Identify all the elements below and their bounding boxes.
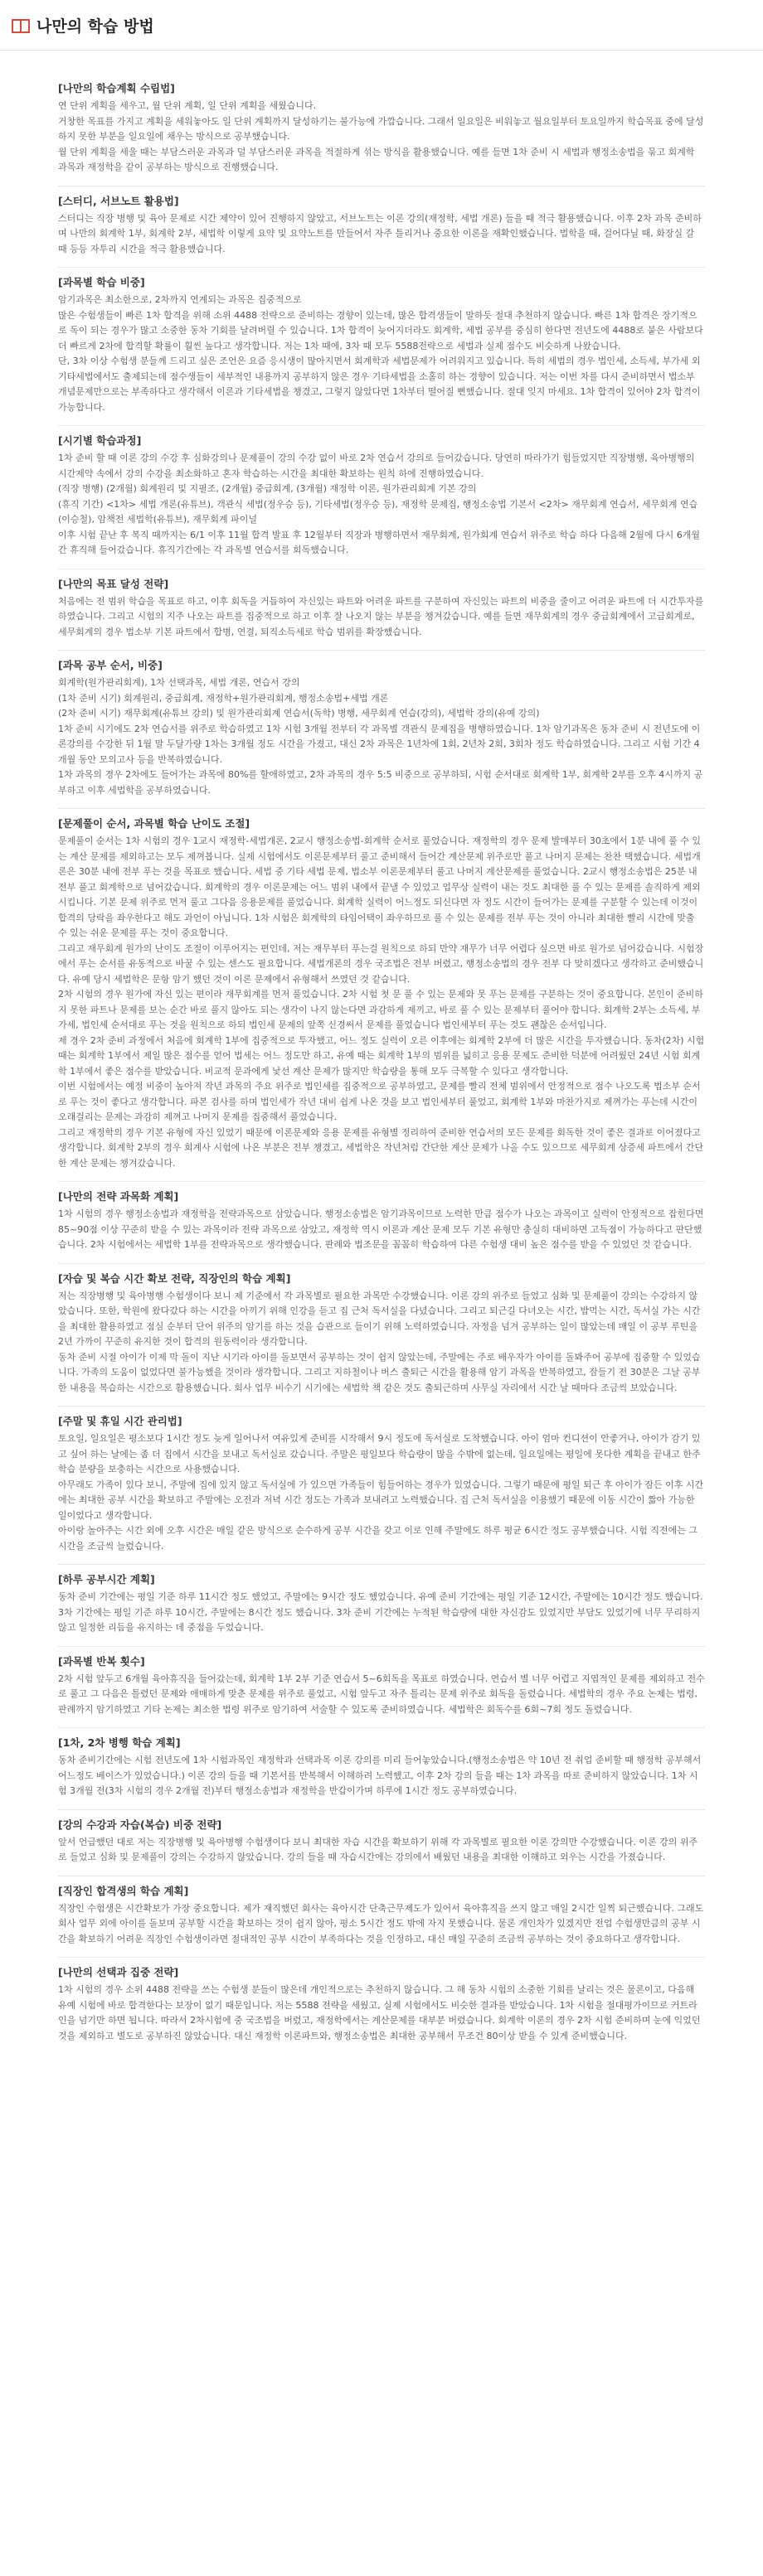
section-paragraph: 동차 준비 기간에는 평일 기준 하루 11시간 정도 했었고, 주말에는 9시간 정도 했었습니다. 유예 준비 기간에는 평일 기준 12시간, 주말에는 10시간 정도 했습니다. 3차 기간에는 평일 기준 하루 10시간, 주말에는 8시간 정도 했습니다. 3차 준비 기간에는 누적된 학습량에 대한 자신감도 있었지만 부담도 있었기에 너무 무리하지 않고 일정한 리듬을 유지하는 데 중점을 두었습니다. — [58, 1591, 703, 1633]
section-title: [주말 및 휴일 시간 관리법] — [58, 1415, 182, 1427]
section-paragraph: 단, 3차 이상 수험생 분들께 드리고 싶은 조언은 요즘 응시생이 많아지면서 회계학과 세법문제가 어려워지고 있습니다. 특히 세법의 경우 법인세, 소득세, 부가세 외 기타세법에서도 출제되는데 점수생들이 세부적인 내용까지 공부하지 않은 경우 기타세법을 소홀히 하는 경향이 있습니다. 저는 이번 차를 다시 준비하면서 법소부 개념문제만으로는 부족하다고 생각해서 이론과 기타세법을 챙겼고, 그렇지 않았다면 1차부터 떨어질 뻔했습니다. 절대 잊지 마세요. 1차 합격이 있어야 2차 합격이 가능합니다. — [58, 356, 701, 413]
section-paragraph: 동차 준비기간에는 시험 전년도에 1차 시험과목인 재정학과 선택과목 이론 강의를 미리 들어놓았습니다.(행정소송법은 약 10년 전 취업 준비할 때 행정학 공부해서 어느정도 베이스가 있었습니다.) 이론 강의 들을 때 기본서를 반복해서 이해하려 노력했고, 이후 2차 강의 들을 때는 1차 과목을 따로 준비하지 않았습니다. 1차 시험 3개월 전(3차 시험의 경우 2개월 전)부터 행정소송법과 재정학을 반갑이가며 하루에 1시간 정도 공부하였습니다. — [58, 1755, 702, 1796]
study-section — [58, 74, 705, 186]
section-title: [하루 공부시간 계획] — [58, 1573, 155, 1586]
section-paragraph: 많은 수험생들이 빠른 1차 합격을 위해 소위 4488 전략으로 준비하는 경향이 있는데, 많은 합격생들이 말하듯 절대 추천하지 않습니다. 빠른 1차 합격은 장기적으로 독이 되는 경우가 많고 소중한 동차 기회를 날려버릴 수 있습니다. 1차 합격이 늦어지더라도 회계학, 세법 공부를 중심히 한다면 전년도에 4488로 붙은 사람보다 더 빠르게 2차에 합격할 확률이 훨씬 높다고 생각합니다. 저는 1차 때에, 3차 때 모두 5588전략으로 세법과 실제 점수도 비슷하게 나왔습니다. — [58, 309, 703, 351]
section-title: [직장인 합격생의 학습 계획] — [58, 1884, 189, 1897]
section-title: [나만의 학습계획 수립법] — [58, 82, 175, 94]
study-section — [58, 426, 705, 569]
section-title: [문제풀이 순서, 과목별 학습 난이도 조절] — [58, 817, 250, 830]
study-section — [58, 268, 705, 426]
section-title: [과목별 반복 횟수] — [58, 1654, 145, 1668]
section-title: [나만의 전략 과목화 계획] — [58, 1190, 179, 1203]
section-paragraph: 1차 준비 시기에도 2차 연습서를 위주로 학습하였고 1차 시험 3개월 전부터 각 과목별 객관식 문제집을 병행하였습니다. 1차 암기과목은 동차 준비 시 전년도에 이론강의를 수강한 뒤 1월 말 두달가량 1차는 3개월 정도 시간을 가졌고, 대신 2차 과목은 1년차에 1회, 2년차 2회, 3회차 정도 학습하였습니다. 그리고 시험 기간 4개월 동안 모의고사 등을 반복하였습니다. — [58, 723, 701, 765]
section-paragraph: 문제풀이 순서는 1차 시험의 경우 1교시 재정학-세법개론, 2교시 행정소송법-회계학 순서로 풀었습니다. 재정학의 경우 문제 발매부터 30초에서 1분 내에 풀 수 있는 계산 문제를 제외하고는 모두 제껴봅니다. 실제 시험에서도 이론문제부터 풀고 준비해서 들어간 계산문제 위주로만 풀고 나머지 문제는 찬찬 택했습니다. 세법개론은 30분 내에 전부 푸는 것을 목표로 했습니다. 세법 중 기타 세법 문제, 법소부 이론문제부터 풀고 나머지 계산문제를 풀었습니다. 2교시 행정소송법은 25분 내 전부 풀고 회계학으로 넘어갔습니다. 회계학의 경우 이론문제는 어느 범위 내에서 끝낼 수 있었고 업무상 실력이 내는 것도 최대한 풀 수 있는 문제를 솔직하게 제외시킵니다. 기본 문제 위주로 먼저 풀고 그다음 응용문제를 풀었습니다. 회계학 실력이 어느정도 되신다면 자 정도 시간이 들어가는 문제를 구분할 수 있는데 이것이 합격의 당락을 좌우한다고 해도 과언이 아닙니다. 1차 시험은 회계학의 타임어택이 좌우하므로 풀 수 있는 문제를 전부 푸는 것이 아니라 최대한 빨리 시간에 맞출 수 있는 쉬운 문제를 푸는 것이 중요합니다. — [58, 835, 702, 938]
section-paragraph: 그리고 재무회계 원가의 난이도 조절이 이루어지는 편인데, 저는 재무부터 푸는걸 원칙으로 하되 만약 재무가 너무 어렵다 싶으면 바로 원가로 넘어갔습니다. 시험장에서 푸는 순서를 유동적으로 바꿀 수 있는 센스도 필요합니다. 세법개론의 경우 국조법은 전부 버렸고, 행정소송법의 경우 전부 다 맞히겠다고 생각하고 준비했습니다. 유예 당시 세법학은 문항 암기 했던 것이 이론 문제에서 유형해서 쓰였던 것 같습니다. — [58, 942, 704, 985]
page-title: 나만의 학습 방법 — [36, 17, 154, 36]
section-title: [시기별 학습과정] — [58, 434, 142, 447]
section-paragraph: 스터디는 직장 병행 및 육아 문제로 시간 제약이 있어 진행하지 않았고, 서브노트는 이론 강의(재정학, 세법 개론) 들을 때 적극 활용했습니다. 이후 2차 과목 준비하며 나만의 회계학 1부, 회계학 2부, 세법학 이렇게 요약 및 요약노트를 만들어서 자주 틀리거나 중요한 이론을 재확인했습니다. 법학을 때, 걸어다닐 때, 화장실 갈 때 등등 자투리 시간을 적극 활용했습니다. — [58, 212, 702, 254]
section-title: [나만의 목표 달성 전략] — [58, 577, 169, 590]
section-paragraph: 직장인 수험생은 시간확보가 가장 중요합니다. 제가 재직했던 회사는 육아시간 단축근무제도가 있어서 육아휴직을 쓰지 않고 매일 2시간 일찍 퇴근했습니다. 그래도 회사 업무 외에 아이를 돌보며 공부할 시간을 확보하는 것이 쉽지 않아, 평소 5시간 정도 밖에 자지 못했습니다. 물론 개인차가 있겠지만 전업 수험생만큼의 공부 시간을 확보하기 어려운 직장인 수험생이라면 절대적인 공부 시간이 부족하다는 것을 인정하고, 대신 매일 꾸준히 조금씩 공부하는 것이 중요하다고 생각합니다. — [58, 1902, 704, 1944]
section-paragraph: 연 단위 계획을 세우고, 월 단위 계획, 일 단위 계획을 세웠습니다. — [58, 100, 317, 111]
section-title: [과목 공부 순서, 비중] — [58, 659, 163, 671]
study-section — [58, 1647, 705, 1729]
section-paragraph: 2차 시험의 경우 원가에 자신 있는 편이라 재무회계를 먼저 풀었습니다. 2차 시험 첫 문 풀 수 있는 문제와 못 푸는 문제를 구분하는 것이 중요합니다. 본인이 준비하지 못한 파트나 문제를 보는 순간 바로 풀지 않아도 되는 생각이 나지 않는다면 과감하게 제끼고, 바로 풀 수 있는 문제부터 풀어야 합니다. 회계학 2부는 소득세, 부가세, 법인세 순서대로 푸는 것을 원칙으로 하되 법인세 문제의 앞쪽 신경써서 문제를 풀었습니다 법인세부터 푸는 것도 괜찮은 순서입니다. — [58, 989, 703, 1030]
section-paragraph: 이후 시험 끝난 후 복직 때까지는 6/1 이후 11월 합격 발표 후 12월부터 직장과 병행하면서 재무회계, 원가회계 연습서 위주로 학습 하다 다음해 2월에 다시 6개월 간 휴직해 들어갔습니다. 휴직기간에는 각 과목별 연습서를 회독했습니다. — [58, 529, 701, 555]
study-section — [58, 1958, 705, 2054]
section-paragraph: (직장 병행) (2개월) 회계원리 및 지필조, (2개월) 중급회계, (3개월) 재정학 이론, 원가관리회계 기본 강의 — [58, 483, 477, 494]
section-paragraph: 동차 준비 시절 아이가 이제 막 돌이 지난 시기라 아이를 돌보면서 공부하는 것이 쉽지 않았는데, 주말에는 주로 배우자가 아이를 돌봐주어 공부에 집중할 수 있었습니다. 가족의 도움이 없었다면 불가능했을 것이라 생각합니다. 그리고 지하철이나 버스 출퇴근 시간을 활용해 암기 과목을 반복하였고, 잠들기 전 30분은 그날 공부한 내용을 복습하는 시간으로 활용했습니다. 회사 업무 비수기 시기에는 세법학 책 같은 것도 출퇴근하며 사무실 자리에서 시간 날 때마다 조금씩 보았습니다. — [58, 1351, 701, 1393]
section-title: [과목별 학습 비중] — [58, 276, 145, 288]
section-title: [자습 및 복습 시간 확보 전략, 직장인의 학습 계획] — [58, 1271, 291, 1285]
section-title: [나만의 선택과 집중 전략] — [58, 1966, 179, 1978]
section-paragraph: (1차 준비 시기) 회계원리, 중급회계, 재정학+원가관리회계, 행정소송법+세법 개론 — [58, 692, 389, 704]
section-paragraph: 처음에는 전 범위 학습을 목표로 하고, 이후 회독을 거듭하여 자신있는 파트와 어려운 파트를 구분하여 자신있는 파트의 비중을 줄이고 어려운 파트에 더 시간투자를 하였습니다. 그리고 시험의 지주 나오는 파트를 집중적으로 하고 이후 잘 나오지 않는 부분을 챙겨갔습니다. 예를 들면 재무회계의 경우 중급회계에서 고급회계로, 세무회계의 경우 법소부 기본 파트에서 합병, 연결, 퇴직소득세로 학습 범위를 확장했습니다. — [58, 595, 704, 637]
section-paragraph: 1차 시험의 경우 소위 4488 전략을 쓰는 수험생 분들이 많은데 개인적으로는 추천하지 않습니다. 그 해 동차 시험의 소중한 기회를 날리는 것은 물론이고, 다음해 유예 시험에 바로 합격한다는 보장이 없기 때문입니다. 저는 5588 전략을 세웠고, 실제 시험에서도 비슷한 결과를 받았습니다. 1차 시험을 절대평가이므로 커트라인을 넘기만 하면 됩니다. 따라서 2차시험에 중 국조법을 버렸고, 재정학에서는 계산문제를 대부분 버렸습니다. 회계학 이론의 경우 2차 시험 준비하며 눈에 익었던 것을 제외하고 별도로 공부하진 않았습니다. 대신 재정학 이론파트와, 행정소송법은 최대한 공부해서 무조건 80이상 받을 수 있게 준비했습니다. — [58, 1984, 701, 2041]
study-section — [58, 186, 705, 269]
section-paragraph: (휴직 기간) <1차> 세법 개론(유튜브), 객관식 세법(정우승 등), 기타세법(정우승 등), 재정학 문제집, 행정소송법 기본서 <2차> 재무회계 연습서, 세무회계 연습(이승철), 암책전 세법학(유튜브), 재무회계 파이널 — [58, 498, 698, 525]
section-paragraph: 아무래도 가족이 있다 보니, 주말에 집에 있지 않고 독서실에 가 있으면 가족들이 힘들어하는 경우가 있었습니다. 그렇기 때문에 평일 퇴근 후 아이가 잠든 이후 시간에는 최대한 공부 시간을 확보하고 주말에는 오전과 저녁 시간 정도는 가족과 보내려고 노력했습니다. 집 근처 독서실을 이용했기 때문에 이동 시간이 짧아 가능한 일이었다고 생각합니다. — [58, 1479, 704, 1521]
section-paragraph: 이번 시험에서는 예정 비중이 높아져 작년 과목의 주요 위주로 법인세를 집중적으로 공부하였고, 문제를 빨리 전체 범위에서 안정적으로 점수 나오도록 법소부 순서로 푸는 것이 좋다고 생각합니다. 파본 검사를 하며 법인세가 작년 대비 쉽게 나온 것을 보고 법인세부터 풀었고, 회계학 1부와 마찬가지로 제껴가는 푸는데 시간이 오래걸리는 문제는 과감히 제껴고 나머지 문제를 집중해서 풀었습니다. — [58, 1081, 701, 1122]
study-section — [58, 651, 705, 809]
section-title: [스터디, 서브노트 활용법] — [58, 194, 179, 207]
section-paragraph: 거창한 목표를 가지고 계획을 세워놓아도 일 단위 계획까지 달성하기는 불가능에 가깝습니다. 그래서 일요일은 비워놓고 월요일부터 토요일까지 학습목표 중에 달성하지 못한 부분을 일요일에 채우는 방식으로 공부했습니다. — [58, 115, 704, 142]
study-section — [58, 809, 705, 1182]
section-paragraph: 그리고 재정학의 경우 기본 유형에 자신 있었기 때문에 이론문제와 응용 문제를 유형별 정리하여 준비한 연습서의 모든 문제를 회독한 것이 좋은 결과로 이어졌다고 생각합니다. 회계학 2부의 경우 회계사 시험에 나온 부분은 전부 챙겼고, 세법학은 작년처럼 간단한 계산 문제가 나올 수도 있으므로 세무회계 상증세 파트에서 간단한 계산 문제는 챙겨갔습니다. — [58, 1126, 704, 1169]
section-paragraph: 토요일, 일요일은 평소보다 1시간 정도 늦게 일어나서 여유있게 준비를 시작해서 9시 정도에 독서실로 도착했습니다. 아이 엄마 컨디션이 안좋거나, 아이가 감기 있고 싶어 하는 날에는 좀 더 집에서 시간을 보내고 독서실로 갔습니다. 주말은 평일보다 학습량이 많을 수밖에 없는데, 일요일에는 평일에 못다한 계획을 끝내고 한주 학습 분량을 보충하는 시간으로 사용했습니다. — [58, 1433, 701, 1474]
section-paragraph: 월 단위 계획을 세울 때는 부담스러운 과목과 덜 부담스러운 과목을 적절하게 섞는 방식을 활용했습니다. 예를 들면 1차 준비 시 세법과 행정소송법을 묶고 회계학 과목과 재정학을 같이 공부하는 방식으로 진행했습니다. — [58, 146, 695, 172]
section-paragraph: 암기과목은 최소한으로, 2차까지 연계되는 과목은 집중적으로 — [58, 294, 302, 305]
study-section — [58, 1810, 705, 1876]
section-paragraph: 아이랑 놀아주는 시간 외에 오후 시간은 매일 같은 방식으로 순수하게 공부 시간을 갖고 이로 인해 주말에도 하루 평균 6시간 정도 공부했습니다. 시험 직전에는 그 시간을 조금씩 늘렸습니다. — [58, 1525, 697, 1552]
study-method-content — [0, 51, 763, 2054]
study-section — [58, 1182, 705, 1264]
page-header — [0, 0, 763, 51]
section-paragraph: 저는 직장병행 및 육아병행 수험생이다 보니 제 기준에서 각 과목별로 필요한 과목만 수강했습니다. 이론 강의 위주로 들었고 심화 및 문제풀이 강의는 수강하지 않았습니다. 또한, 학원에 왔다갔다 하는 시간을 아끼기 위해 인강을 듣고 집 근처 독서실을 다녔습니다. 그리고 퇴근길 다녀오는 시간, 밥먹는 시간, 독서실 가는 시간을 최대한 활용하였고 점심 순부터 단어 위주의 암기를 하는 것을 습관으로 들이기 위해 노력하였습니다. 자정을 넘겨 공부하는 일이 많았는데 매일 이 공부 루틴을 2년 가까이 꾸준히 유지한 것이 합격의 원동력이라 생각합니다. — [58, 1290, 701, 1347]
section-paragraph: 앞서 언급했던 대로 저는 직장병행 및 육아병행 수험생이다 보니 최대한 자습 시간을 확보하기 위해 각 과목별로 필요한 이론 강의만 수강했습니다. 이론 강의 위주로 들었고 심화 및 문제풀이 강의는 수강하지 않았습니다. 강의 들을 때 자습시간에는 강의에서 배웠던 내용을 최대한 이해하고 외우는 시간을 가졌습니다. — [58, 1836, 698, 1862]
study-section — [58, 1876, 705, 1959]
study-section — [58, 1728, 705, 1810]
section-title: [강의 수강과 자습(복습) 비중 전략] — [58, 1818, 222, 1831]
section-title: [1차, 2차 병행 학습 계획] — [58, 1736, 181, 1749]
study-section — [58, 569, 705, 651]
section-paragraph: 1차 준비 할 때 이론 강의 수강 후 심화강의나 문제풀이 강의 수강 없이 바로 2차 연습서 강의로 들어갔습니다. 당연히 따라가기 힘들었지만 직장병행, 육아병행의 시간제약 속에서 강의 수강을 최소화하고 혼자 학습하는 시간을 최대한 확보하는 원칙 하에 진행하였습니다. — [58, 453, 695, 479]
section-paragraph: 회계학(원가관리회계), 1차 선택과목, 세법 개론, 연습서 강의 — [58, 677, 300, 688]
study-section — [58, 1565, 705, 1647]
study-section — [58, 1264, 705, 1407]
section-paragraph: 2차 시험 앞두고 6개월 육아휴직을 들어갔는데, 회계학 1부 2부 기준 연습서 5~6회독을 목표로 하였습니다. 연습서 별 너무 어렵고 지엽적인 문제를 제외하고 전수로 풀고 그 다음은 틀렸던 문제와 애매하게 맞춘 문제를 위주로 풀었고, 시험 앞두고 자주 틀리는 문제 위주로 회독을 돌렸습니다. 세법학의 경우 주요 논제는 법령, 판례까지 암기하였고 기타 논제는 최소한 법령 위주로 암기하여 서술할 수 있도록 준비하였습니다. 세법학은 회독수를 6회~7회 정도 돌렸습니다. — [58, 1673, 705, 1715]
section-paragraph: 1차 시험의 경우 행정소송법과 재정학을 전략과목으로 삼았습니다. 행정소송법은 암기과목이므로 노력한 만큼 점수가 나오는 과목이고 실력이 안정적으로 잡힌다면 85~90점 이상 꾸준히 받을 수 있는 과목이라 전략 과목으로 삼았고, 재정학 역시 이론과 계산 문제 모두 기본 유형만 충실히 대비하면 고득점이 가능하다고 판단했습니다. 2차 시험에서는 세법학 1부를 전략과목으로 생각했습니다. 판례와 법조문을 꼼꼼히 학습하여 다른 수험생 대비 높은 점수를 받을 수 있었던 것 같습니다. — [58, 1208, 704, 1250]
book-icon — [12, 17, 30, 32]
section-paragraph: (2차 준비 시기) 재무회계(유튜브 강의) 및 원가관리회계 연습서(독학) 병행, 세무회계 연습(강의), 세법학 강의(유예 강의) — [58, 708, 540, 719]
section-paragraph: 1차 과목의 경우 2차에도 들어가는 과목에 80%를 할애하였고, 2차 과목의 경우 5:5 비중으로 공부하되, 시험 순서대로 회계학 1부, 회계학 2부를 오후 4시까지 공부하고 이후 세법학을 공부하였습니다. — [58, 769, 703, 796]
section-paragraph: 제 경우 2차 준비 과정에서 처음에 회계학 1부에 집중적으로 투자했고, 어느 정도 실력이 오른 이후에는 회계학 2부에 더 많은 시간을 투자했습니다. 동차(2차) 시험 때는 회계학 1부에서 제일 많은 점수를 얻어 법세는 어느 정도만 하고, 유예 때는 회계학 1부의 범위를 넓히고 응용 문제도 준비한 덕분에 어려웠던 24년 시험 회계학 1부에서 좋은 점수를 받았습니다. 비교적 문과에게 낯선 계산 문제가 많지만 학습량을 통해 모두 극복할 수 있다고 생각합니다. — [58, 1034, 705, 1077]
study-section — [58, 1407, 705, 1565]
